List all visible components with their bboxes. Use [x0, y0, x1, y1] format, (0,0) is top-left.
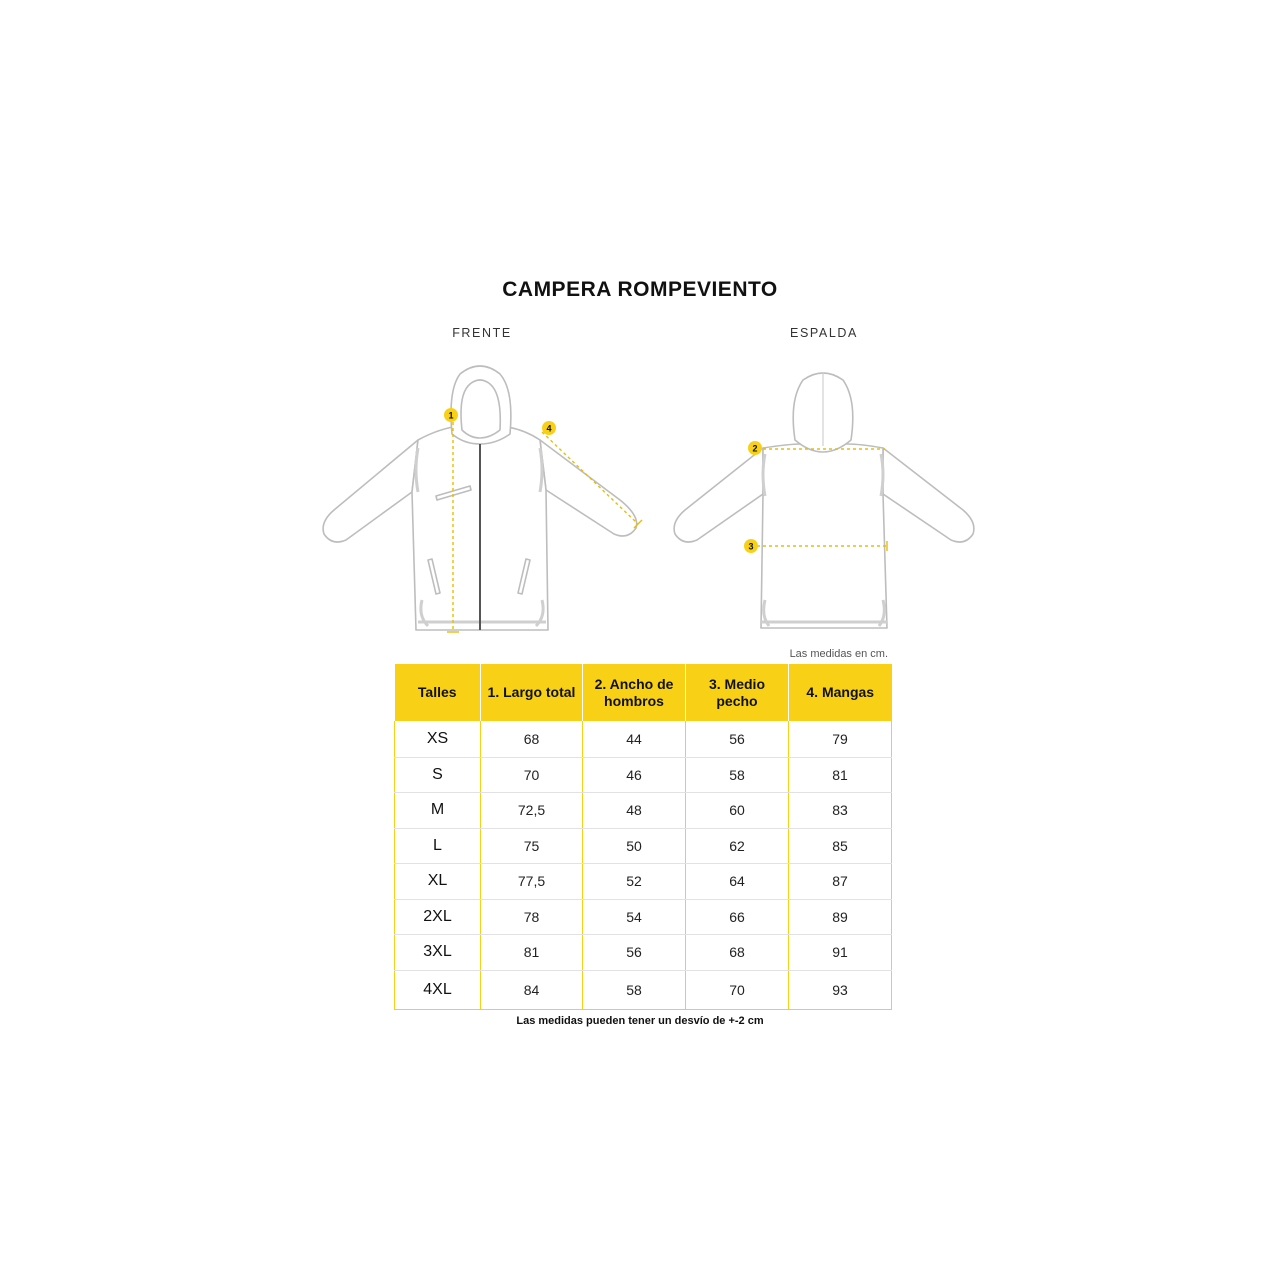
- marker-3-icon: [744, 539, 758, 553]
- value-cell: 66: [686, 899, 789, 935]
- marker-4-icon: [542, 421, 556, 435]
- header-mangas: 4. Mangas: [789, 664, 892, 721]
- header-talles: Talles: [395, 664, 481, 721]
- value-cell: 85: [789, 828, 892, 864]
- value-cell: 79: [789, 721, 892, 757]
- header-medio-pecho: 3. Medio pecho: [686, 664, 789, 721]
- size-cell: XL: [395, 864, 481, 900]
- size-cell: 2XL: [395, 899, 481, 935]
- value-cell: 68: [686, 935, 789, 971]
- deviation-footnote: Las medidas pueden tener un desvío de +-2 cm: [516, 1015, 764, 1027]
- table-row: [395, 970, 892, 1009]
- value-cell: 83: [789, 793, 892, 829]
- value-cell: 50: [583, 828, 686, 864]
- table-row: [395, 793, 892, 829]
- value-cell: 48: [583, 793, 686, 829]
- table-row: [395, 935, 892, 971]
- value-cell: 87: [789, 864, 892, 900]
- size-cell: L: [395, 828, 481, 864]
- value-cell: 91: [789, 935, 892, 971]
- size-cell: 4XL: [395, 970, 481, 1009]
- size-chart-table: [394, 664, 892, 1010]
- value-cell: 58: [583, 970, 686, 1009]
- back-view-label: ESPALDA: [790, 326, 858, 340]
- svg-text:3: 3: [748, 541, 754, 552]
- value-cell: 60: [686, 793, 789, 829]
- svg-text:1: 1: [448, 410, 454, 421]
- value-cell: 89: [789, 899, 892, 935]
- page-title: CAMPERA ROMPEVIENTO: [502, 278, 778, 301]
- value-cell: 52: [583, 864, 686, 900]
- front-view-label: FRENTE: [452, 326, 512, 340]
- value-cell: 93: [789, 970, 892, 1009]
- svg-text:2: 2: [752, 443, 758, 454]
- value-cell: 58: [686, 757, 789, 793]
- value-cell: 44: [583, 721, 686, 757]
- value-cell: 75: [481, 828, 583, 864]
- svg-text:4: 4: [546, 423, 552, 434]
- size-cell: 3XL: [395, 935, 481, 971]
- value-cell: 68: [481, 721, 583, 757]
- header-largo-total: 1. Largo total: [481, 664, 583, 721]
- size-cell: S: [395, 757, 481, 793]
- value-cell: 70: [686, 970, 789, 1009]
- value-cell: 64: [686, 864, 789, 900]
- table-row: [395, 757, 892, 793]
- value-cell: 81: [789, 757, 892, 793]
- value-cell: 62: [686, 828, 789, 864]
- header-ancho-hombros: 2. Ancho de hombros: [583, 664, 686, 721]
- table-row: [395, 864, 892, 900]
- value-cell: 78: [481, 899, 583, 935]
- front-jacket-illustration: [310, 350, 650, 640]
- value-cell: 77,5: [481, 864, 583, 900]
- table-header-row: [395, 664, 892, 721]
- value-cell: 54: [583, 899, 686, 935]
- size-cell: XS: [395, 721, 481, 757]
- marker-2-icon: [748, 441, 762, 455]
- table-row: [395, 721, 892, 757]
- value-cell: 81: [481, 935, 583, 971]
- table-row: [395, 899, 892, 935]
- back-jacket-illustration: [665, 360, 985, 640]
- value-cell: 56: [583, 935, 686, 971]
- value-cell: 72,5: [481, 793, 583, 829]
- marker-1-icon: [444, 408, 458, 422]
- value-cell: 46: [583, 757, 686, 793]
- size-cell: M: [395, 793, 481, 829]
- units-note: Las medidas en cm.: [789, 648, 888, 660]
- value-cell: 84: [481, 970, 583, 1009]
- value-cell: 56: [686, 721, 789, 757]
- table-row: [395, 828, 892, 864]
- value-cell: 70: [481, 757, 583, 793]
